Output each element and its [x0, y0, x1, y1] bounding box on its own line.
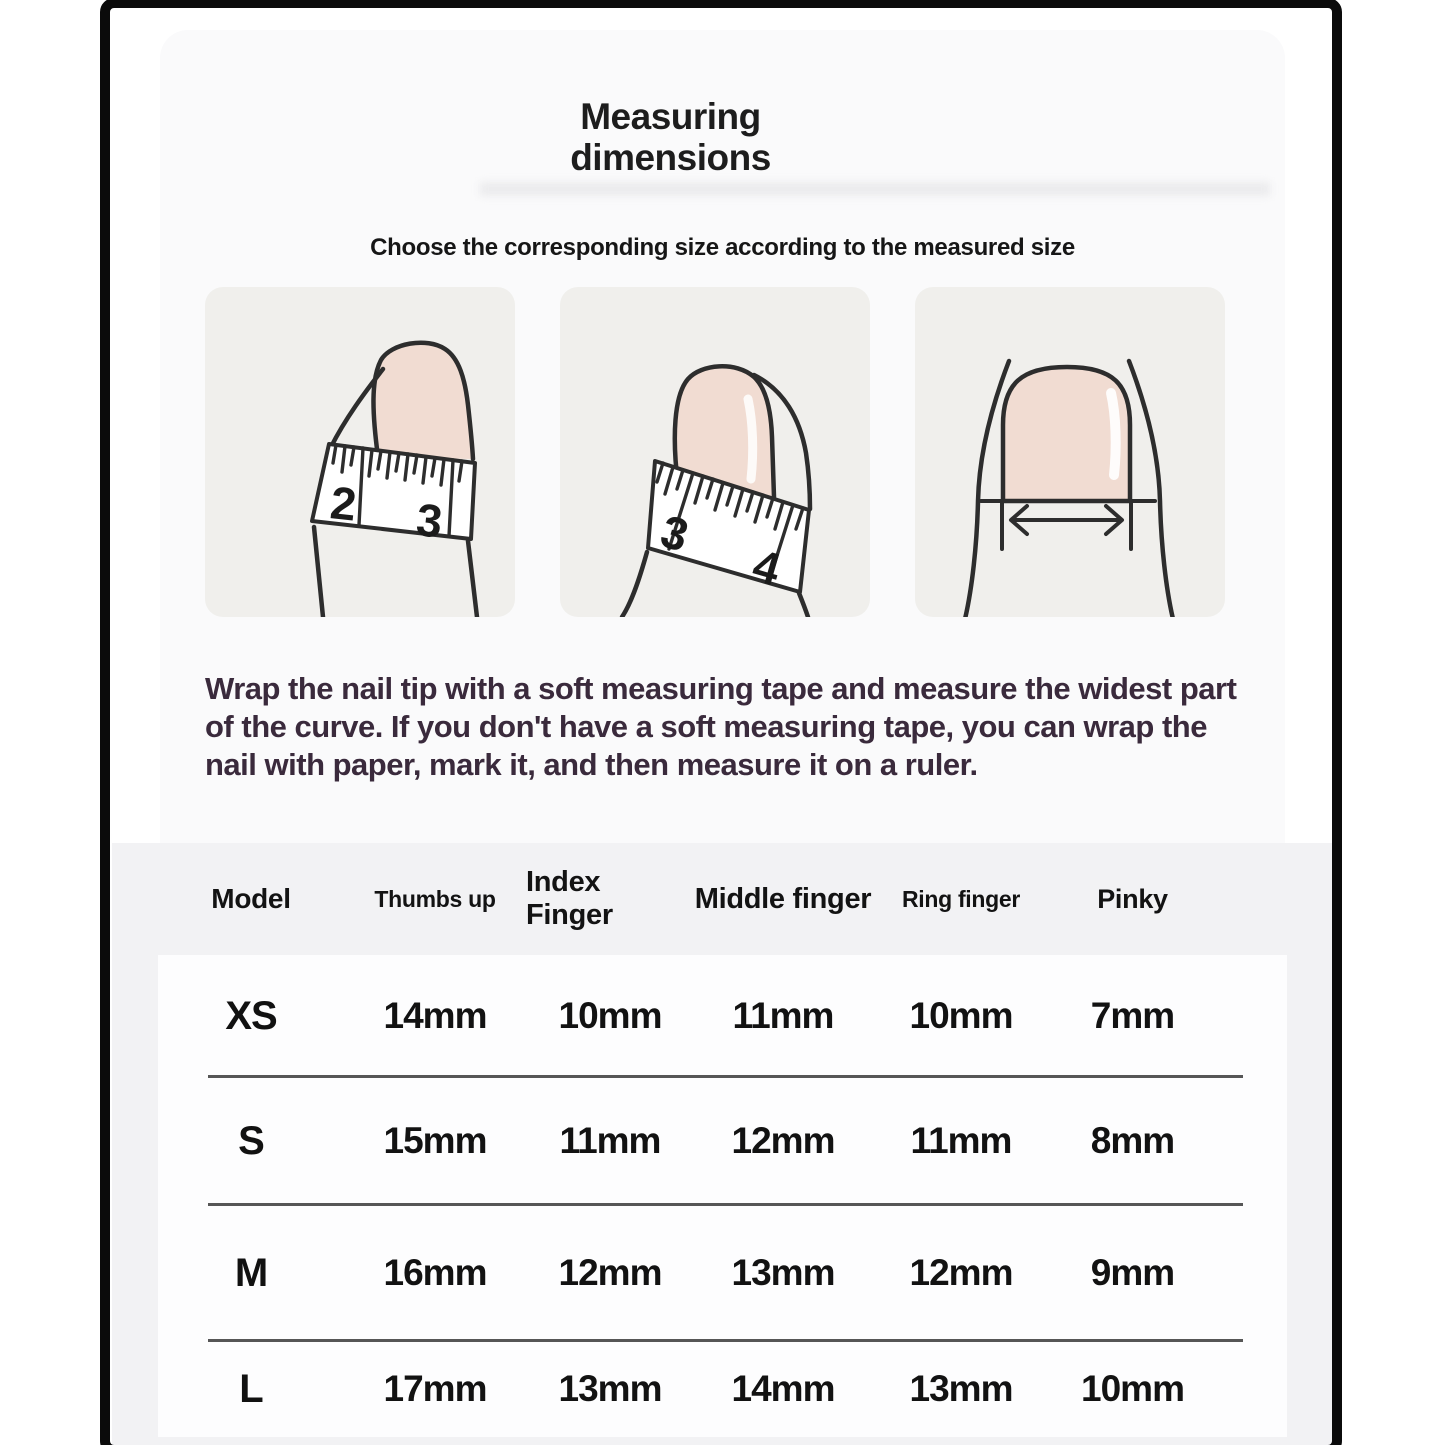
table-row-m — [158, 1205, 1287, 1341]
size-value: 8mm — [1090, 1120, 1175, 1161]
column-header-model: Model — [211, 883, 291, 914]
instructions-text: Wrap the nail tip with a soft measuring tape and measure the widest part of the curve. If you don't have a soft measuring tape, you can wrap the nail with paper, mark it, and then measure it on a ruler. — [205, 671, 1237, 782]
size-value: 12mm — [731, 1120, 835, 1161]
size-value: 9mm — [1090, 1252, 1175, 1293]
size-value: 12mm — [909, 1252, 1013, 1293]
title-line-2: dimensions — [570, 137, 771, 178]
size-table-body — [158, 955, 1287, 1437]
size-value: 14mm — [731, 1368, 835, 1409]
column-header-ring: Ring finger — [901, 885, 1021, 912]
illustration-box-2 — [560, 287, 870, 617]
double-arrow-icon — [1011, 506, 1122, 534]
size-value: 11mm — [559, 1120, 661, 1161]
page-title — [106, 96, 1235, 178]
table-row-l — [158, 1341, 1287, 1437]
page-subtitle: Choose the corresponding size according to the measured size — [370, 234, 1075, 261]
finger-tape-wrap-icon — [560, 287, 870, 617]
size-value: 13mm — [731, 1252, 835, 1293]
size-value: 12mm — [558, 1252, 662, 1293]
column-header-thumb: Thumbs up — [374, 885, 496, 912]
size-label: S — [238, 1118, 264, 1163]
column-header-index: Index Finger — [526, 866, 613, 931]
size-value: 7mm — [1090, 995, 1175, 1036]
size-value: 10mm — [909, 995, 1013, 1036]
table-row-s — [158, 1077, 1287, 1205]
size-value: 11mm — [732, 995, 834, 1036]
tape-number: 2 — [327, 476, 359, 531]
tape-number: 4 — [747, 538, 787, 596]
size-value: 13mm — [909, 1368, 1013, 1409]
size-value: 10mm — [558, 995, 662, 1036]
size-value: 10mm — [1081, 1368, 1184, 1409]
column-header-pinky: Pinky — [1097, 883, 1168, 914]
size-label: M — [234, 1250, 268, 1295]
background-smudge — [480, 182, 1270, 196]
finger-tape-side-icon — [205, 287, 515, 617]
size-value: 14mm — [383, 995, 487, 1036]
size-label: L — [239, 1366, 263, 1411]
tape-number: 3 — [655, 504, 695, 562]
tape-number: 3 — [413, 493, 445, 548]
size-value: 15mm — [383, 1120, 487, 1161]
size-value: 17mm — [383, 1368, 487, 1409]
size-value: 16mm — [383, 1252, 487, 1293]
column-header-middle: Middle finger — [694, 882, 872, 915]
illustration-box-3 — [915, 287, 1225, 617]
size-table-header — [158, 843, 1287, 955]
nail-width-arrow-icon — [915, 287, 1225, 617]
size-value: 13mm — [558, 1368, 662, 1409]
size-label: XS — [225, 993, 277, 1038]
illustration-box-1 — [205, 287, 515, 617]
table-row-xs — [158, 955, 1287, 1077]
title-line-1: Measuring — [580, 96, 761, 137]
size-value: 11mm — [910, 1120, 1012, 1161]
